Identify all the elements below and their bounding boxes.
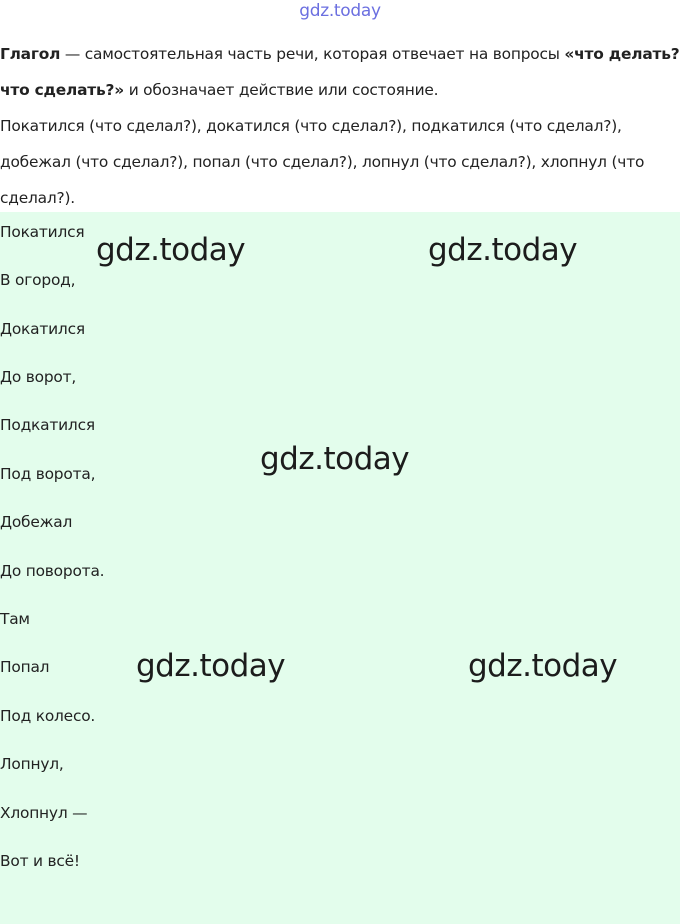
- poem-line: Вот и всё!: [0, 852, 80, 870]
- poem-line: До поворота.: [0, 562, 105, 580]
- examples-line-2: добежал (что сделал?), попал (что сделал?), лопнул (что сделал?), хлопнул (что: [0, 153, 645, 171]
- poem-line: Лопнул,: [0, 755, 64, 773]
- watermark-text: gdz.today: [468, 648, 618, 684]
- poem-line: Под ворота,: [0, 465, 96, 483]
- watermark-text: gdz.today: [136, 648, 286, 684]
- definition-paragraph: [0, 36, 680, 108]
- watermark-text: gdz.today: [428, 232, 578, 268]
- poem-line: Под колесо.: [0, 707, 96, 725]
- intro-text: [0, 36, 680, 216]
- poem-line: Добежал: [0, 513, 73, 531]
- site-logo[interactable]: gdz.today: [299, 1, 381, 21]
- poem-line: До ворот,: [0, 368, 77, 386]
- definition-term: Глагол: [0, 45, 61, 63]
- poem-line: Там: [0, 610, 30, 628]
- poem-line: Подкатился: [0, 416, 95, 434]
- poem-line: Докатился: [0, 320, 85, 338]
- definition-questions: «что делать? что сделать?»: [0, 45, 680, 99]
- poem-line: Хлопнул —: [0, 804, 88, 822]
- poem-line: Попал: [0, 658, 50, 676]
- poem-line: Покатился: [0, 223, 85, 241]
- definition-text-1: — самостоятельная часть речи, которая отвечает на вопросы: [60, 45, 565, 63]
- definition-text-2: и обозначает действие или состояние.: [124, 81, 439, 99]
- examples-line-1: Покатился (что сделал?), докатился (что сделал?), подкатился (что сделал?),: [0, 117, 622, 135]
- poem-line: В огород,: [0, 271, 76, 289]
- poem-box: [0, 212, 680, 924]
- examples-line-3: сделал?).: [0, 189, 75, 207]
- watermark-text: gdz.today: [260, 441, 410, 477]
- watermark-text: gdz.today: [96, 232, 246, 268]
